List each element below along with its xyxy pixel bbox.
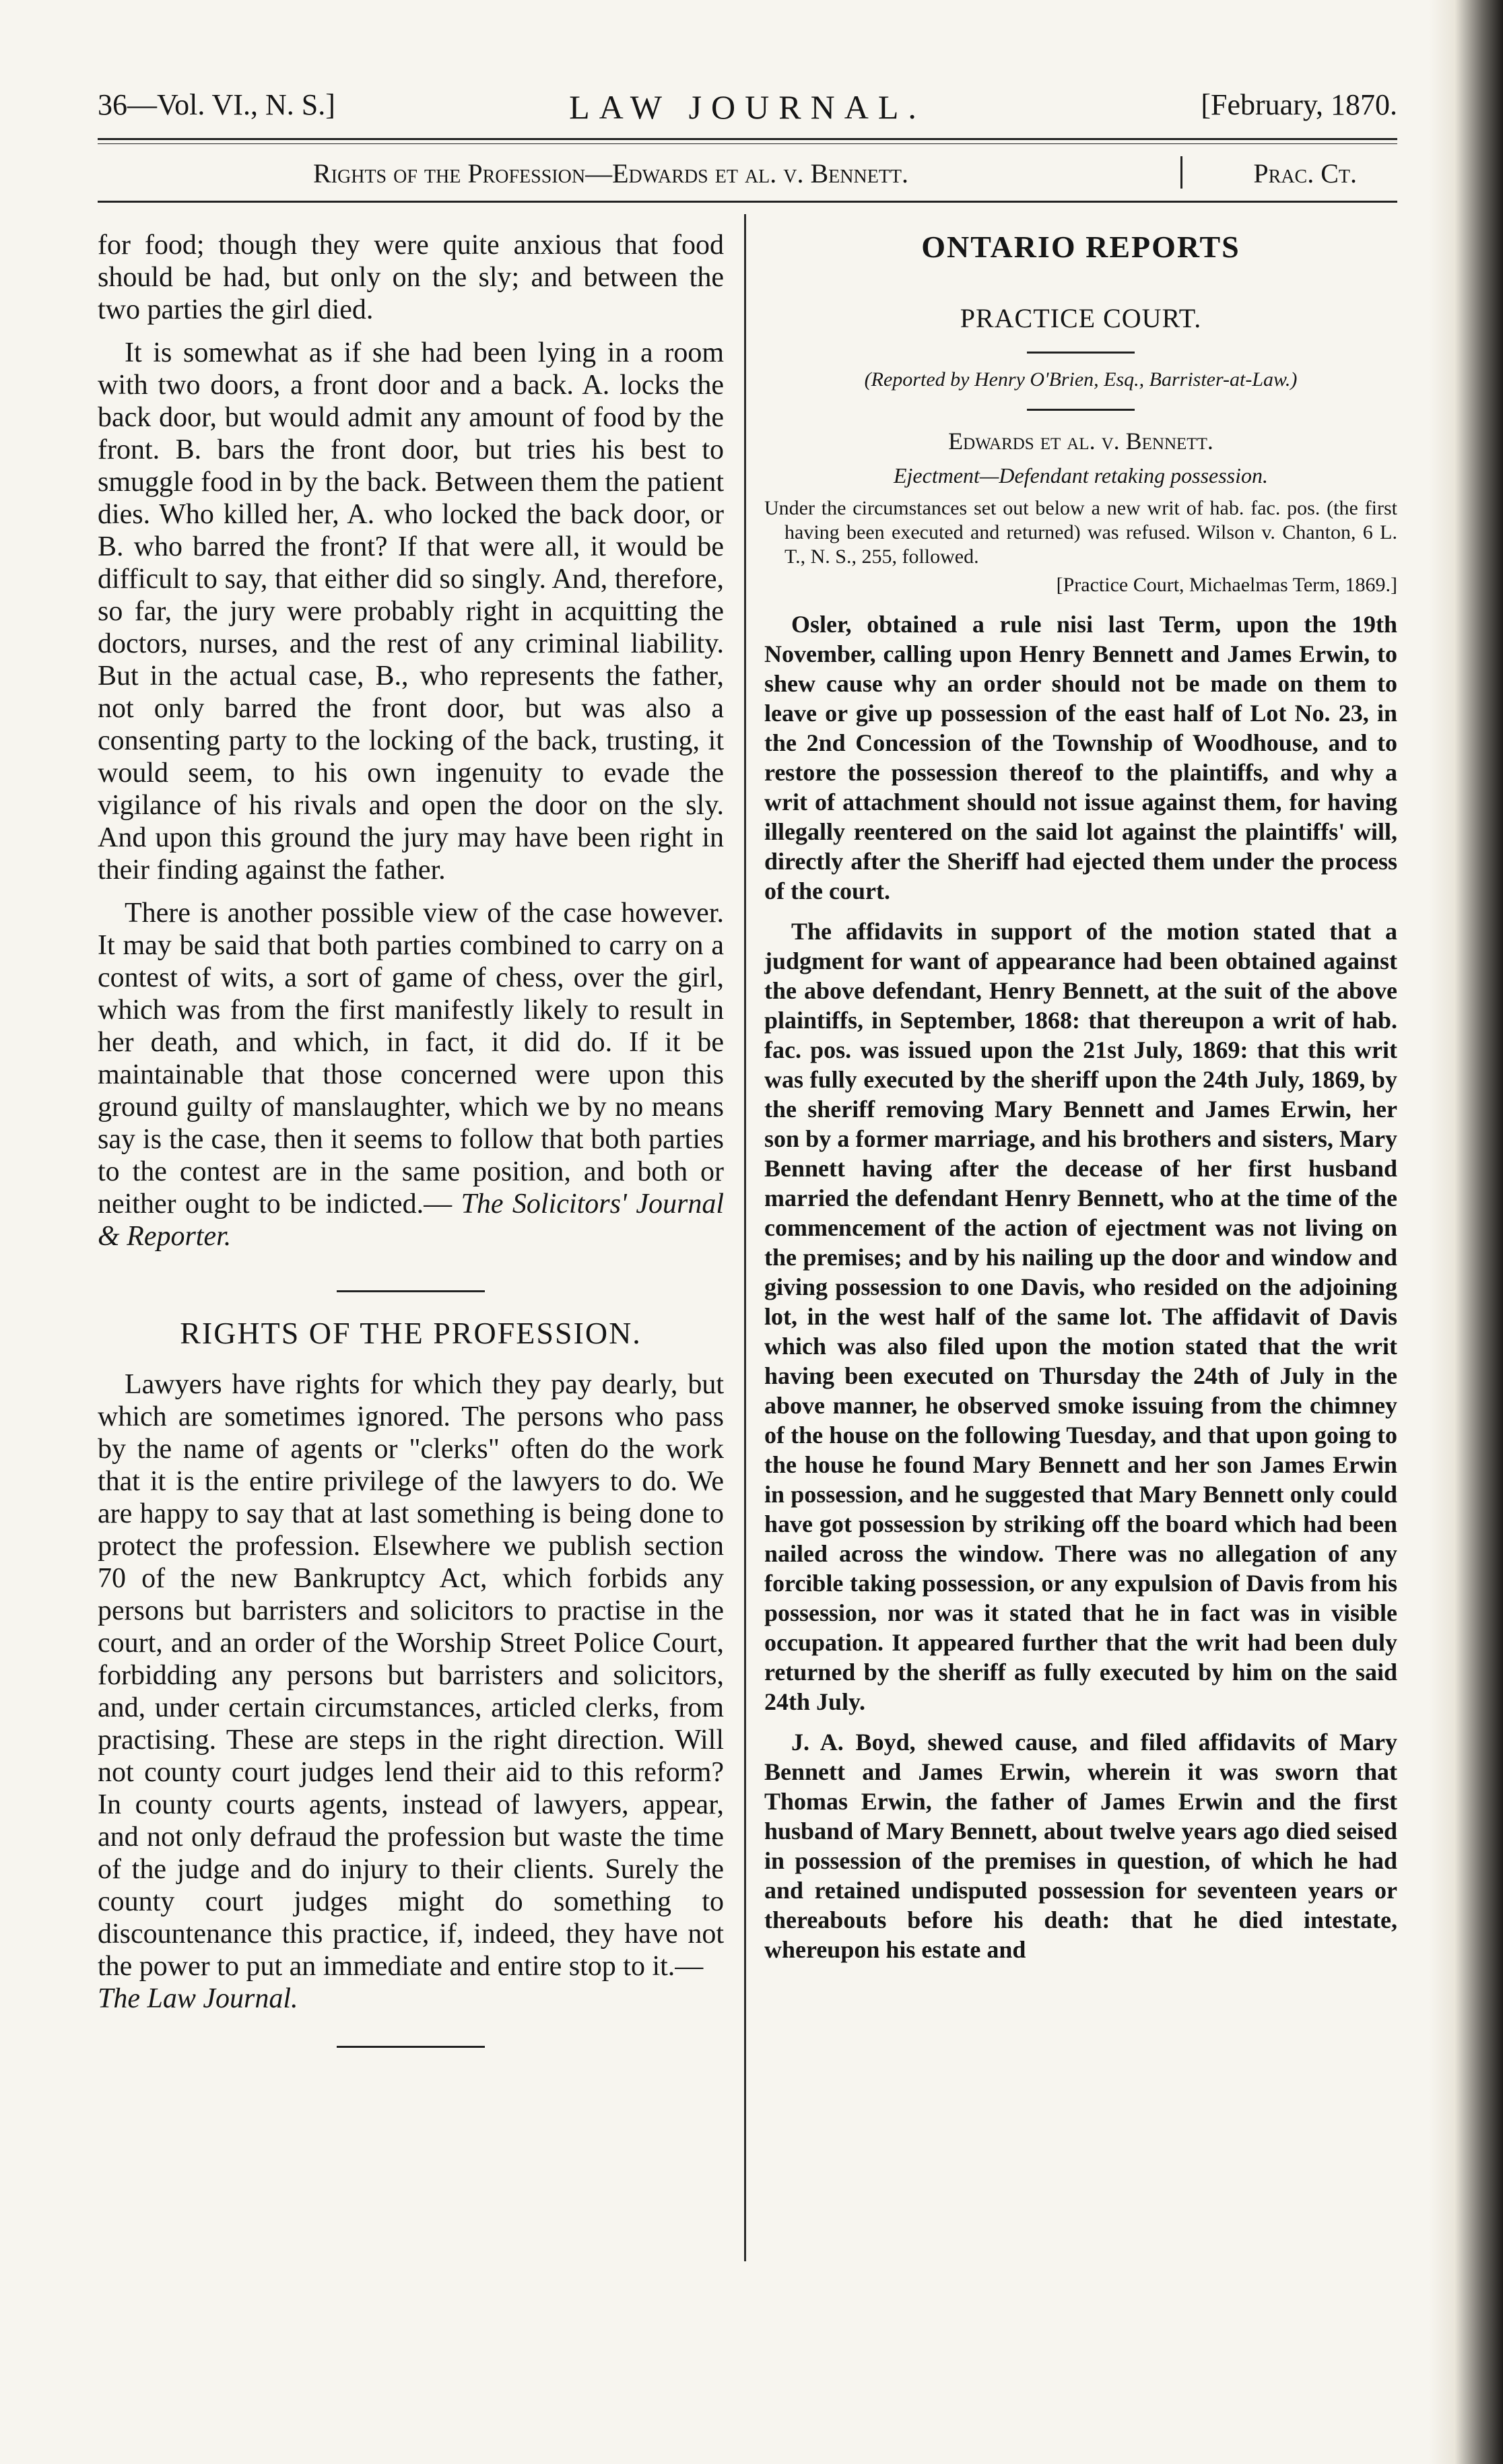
reporter-line: (Reported by Henry O'Brien, Esq., Barrister-at-Law.) [864,368,1298,391]
case-subtitle: Ejectment—Defendant retaking possession. [893,463,1269,488]
case-title: Edwards et al. v. Bennett. [948,428,1213,455]
right-column [764,229,1397,1975]
section-subheading [98,154,1397,197]
issue-date: [February, 1870. [1201,88,1397,121]
article-paragraph-text: Lawyers have rights for which they pay dearly, but which are sometimes ignored. The persons who pass by the name of agents or "clerks" often do the work that it is the entire privilege of the lawyers to do. We are happy to say that at last something is being done to protect the profession. Elsewhere we publish section 70 of the new Bankruptcy Act, which forbids any persons but barristers and solicitors to practise in the court, and an order of the Worship Street Police Court, forbidding any persons but barristers and solicitors, and, under certain circumstances, articled clerks, from practising. These are steps in the right direction. Will not county court judges lend their aid to this reform? In county courts agents, instead of lawyers, appear, and not only defraud the profession but waste the time of the judge and do injury to their clients. Surely the county court judges might do something to discountenance this practice, if, indeed, they have not the power to put an immediate and entire stop to it.— [98,1369,724,1982]
header-rule [98,138,1397,144]
reporter-rule [1027,409,1135,411]
case-paragraph: Osler, obtained a rule nisi last Term, upon the 19th November, calling upon Henry Bennett and James Erwin, to shew cause why an order should not be made on them to leave or give up possession of the east half of Lot No. 23, in the 2nd Concession of the Township of Woodhouse, and to restore the possession thereof to the plaintiffs, and why a writ of attachment should not issue against them, for having illegally reentered on the said lot against the plaintiffs' will, directly after the Sheriff had ejected them under the process of the court. [764,611,1397,904]
court-title: PRACTICE COURT. [960,303,1202,333]
sub-head-court: Prac. Ct. [1253,158,1357,189]
source-citation: The Solicitors' Journal & Reporter. [98,1189,724,1252]
case-paragraph: J. A. Boyd, shewed cause, and filed affidavits of Mary Bennett and James Erwin, wherein it was sworn that Thomas Erwin, the father of James Erwin and the first husband of Mary Bennett, about twelve years ago died seised in possession of the premises in question, of which he had and retained undisputed possession for seventeen years or thereabouts before his death: that he died intestate, whereupon his estate and [764,1729,1397,1963]
article-paragraph-text: There is another possible view of the case however. It may be said that both parties combined to carry on a contest of wits, a sort of game of chess, over the girl, which was from the first manifestly likely to result in her death, and which, in fact, it did do. If it be maintainable that those concerned were upon this ground guilty of manslaughter, which we by no means say is the case, then it seems to follow that both parties to the contest are in the same position, and both or neither ought to be indicted.— [98,898,724,1220]
reports-title: ONTARIO REPORTS [921,230,1240,264]
court-rule [1027,352,1135,354]
article-paragraph: It is somewhat as if she had been lying in a room with two doors, a front door and a back. A. locks the back door, but would admit any amount of food by the front. B. bars the front door, but tries his best to smuggle food in by the back. Between them the patient dies. Who killed her, A. who locked the back door, or B. who barred the front? If that were all, it would be difficult to say, that either did so singly. And, therefore, so far, the jury were probably right in acquitting the doctors, nurses, and the rest of any criminal liability. But in the actual case, B., who represents the father, not only barred the front door, but was also a consenting party to the locking of the back, trusting, it would seem, to his own ingenuity to evade the vigilance of his rivals and open the door on the sly. And upon this ground the jury may have been right in their finding against the father. [98,337,724,886]
sub-head-title: Rights of the Profession—Edwards et al. v. Bennett. [313,158,909,189]
source-citation: The Law Journal. [98,1983,298,2014]
sub-head-divider [1180,156,1182,189]
left-column [98,229,724,2048]
article-paragraph [98,897,724,1253]
column-divider [744,214,746,2261]
section-title: RIGHTS OF THE PROFESSION. [180,1316,642,1350]
running-head [98,79,1397,133]
end-rule [337,2046,485,2048]
case-headnote: Under the circumstances set out below a new writ of hab. fac. pos. (the first having been executed and returned) was refused. Wilson v. Chanton, 6 L. T., N. S., 255, followed. [764,497,1397,568]
journal-title: LAW JOURNAL. [569,88,926,126]
volume-label: 36—Vol. VI., N. S.] [98,88,335,121]
case-paragraph: The affidavits in support of the motion stated that a judgment for want of appearance had been obtained against the above defendant, Henry Bennett, at the suit of the above plaintiffs, in September, 1868: that thereupon a writ of hab. fac. pos. was issued upon the 21st July, 1869: that this writ was fully executed by the sheriff upon the 24th July, 1869, by the sheriff removing Mary Bennett and James Erwin, her son by a former marriage, and his brothers and sisters, Mary Bennett having after the decease of her first husband married the defendant Henry Bennett, who at the time of the commencement of the action of ejectment was not living on the premises; and by his nailing up the door and window and giving possession to one Davis, who resided on the adjoining lot, in the west half of the same lot. The affidavit of Davis which was also filed upon the motion stated that the writ having been executed on Thursday the 24th of July in the above manner, he observed smoke issuing from the chimney of the house on the following Tuesday, and that upon going to the house he found Mary Bennett and her son James Erwin in possession, and he suggested that Mary Bennett only could have got possession by striking off the board which had been nailed across the window. There was no allegation of any forcible taking possession, or any expulsion of Davis from his possession, nor was it stated that he in fact was in visible occupation. It appeared further that the writ had been duly returned by the sheriff as fully executed by him on the said 24th July. [764,918,1397,1715]
section-separator [337,1290,485,1292]
article-paragraph [98,1368,724,2015]
subheader-rule [98,201,1397,203]
case-citation: [Practice Court, Michaelmas Term, 1869.] [1056,574,1397,596]
page-edge-shadow [1429,0,1503,2464]
article-paragraph: for food; though they were quite anxious that food should be had, but only on the sly; and between the two parties the girl died. [98,230,724,325]
journal-page [98,0,1397,2464]
